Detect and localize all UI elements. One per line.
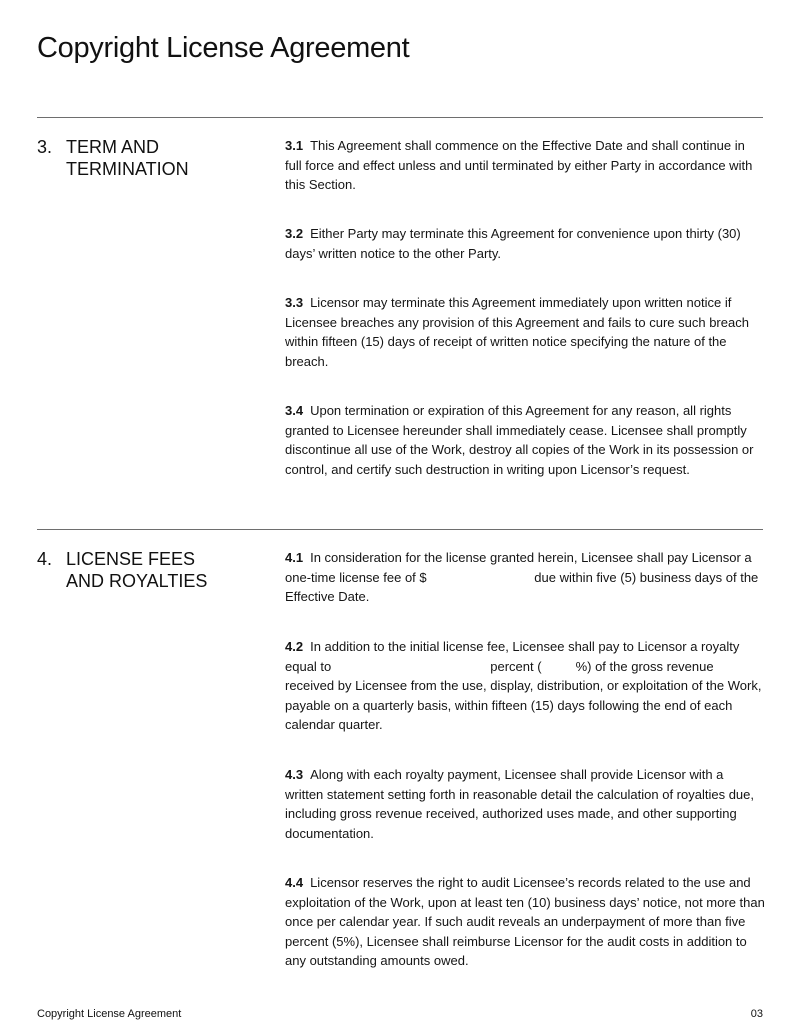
clause-number: 4.2: [285, 639, 304, 654]
clause-3-1: [285, 136, 765, 195]
clause-text: %) of the gross revenue received by Licensee from the use, display, distribution, or exploitation of the Work, payable on a quarterly basis, within fifteen (15) days following the end of each calendar quarter.: [285, 658, 762, 733]
section-heading: [37, 136, 237, 180]
section-heading: [37, 548, 237, 592]
clause-number: 4.4: [285, 875, 304, 890]
clause-4-1: [285, 548, 765, 607]
clause-number: 4.1: [285, 550, 304, 565]
clause-text: Licensor reserves the right to audit Licensee’s records related to the use and exploitation of the Work, upon at least ten (10) business days’ notice, not more than once per calendar year. If such audit reveals an underpayment of more than five percent (5%), Licensee shall reimburse Licensor for the audit costs in addition to any outstanding amounts owed.: [285, 875, 765, 969]
clause-number: 3.1: [285, 138, 304, 153]
clause-3-4: [285, 401, 765, 479]
clause-text: Either Party may terminate this Agreement for convenience upon thirty (30) days’ written notice to the other Party.: [285, 226, 741, 261]
clause-text: In consideration for the license granted herein, Licensee shall pay Licensor a one-time license fee of $: [285, 550, 752, 585]
section-divider: [37, 117, 763, 118]
clause-text: In addition to the initial license fee, Licensee shall pay to Licensor a royalty equal to: [285, 639, 740, 674]
clause-4-2: [285, 637, 765, 735]
document-title: Copyright License Agreement: [37, 32, 410, 64]
clause-number: 3.2: [285, 226, 304, 241]
clause-4-4: [285, 873, 765, 971]
footer-document-name: Copyright License Agreement: [37, 1008, 182, 1020]
section-title: LICENSE FEES AND ROYALTIES: [66, 549, 208, 591]
clause-text: due within five (5) business days of the Effective Date.: [285, 569, 759, 605]
clause-text: This Agreement shall commence on the Effective Date and shall continue in full force and effect unless and until terminated by either Party in accordance with this Section.: [285, 138, 753, 193]
clause-4-3: [285, 765, 765, 843]
clause-3-2: [285, 224, 765, 263]
footer-page-number: 03: [750, 1008, 763, 1020]
clause-text: Along with each royalty payment, Licensee shall provide Licensor with a written statement setting forth in reasonable detail the calculation of royalties due, including gross revenue received, authorized uses made, and other supporting documentation.: [285, 767, 754, 841]
clause-number: 3.3: [285, 295, 304, 310]
section-number: 4.: [37, 549, 53, 569]
section-divider: [37, 529, 763, 530]
clause-text: Licensor may terminate this Agreement immediately upon written notice if Licensee breaches any provision of this Agreement and fails to cure such breach within fifteen (15) days of receipt of written notice specifying the nature of the breach.: [285, 295, 749, 369]
clause-number: 4.3: [285, 767, 304, 782]
clause-text: Upon termination or expiration of this Agreement for any reason, all rights granted to Licensee hereunder shall immediately cease. Licensee shall promptly discontinue all use of the Work, destroy all copies of the Work in its possession or control, and certify such destruction in writing upon Licensor’s request.: [285, 403, 754, 477]
section-title: TERM AND TERMINATION: [66, 137, 189, 179]
section-number: 3.: [37, 137, 53, 157]
clause-3-3: [285, 293, 765, 371]
clause-number: 3.4: [285, 403, 304, 418]
clause-text: percent (: [490, 658, 542, 674]
